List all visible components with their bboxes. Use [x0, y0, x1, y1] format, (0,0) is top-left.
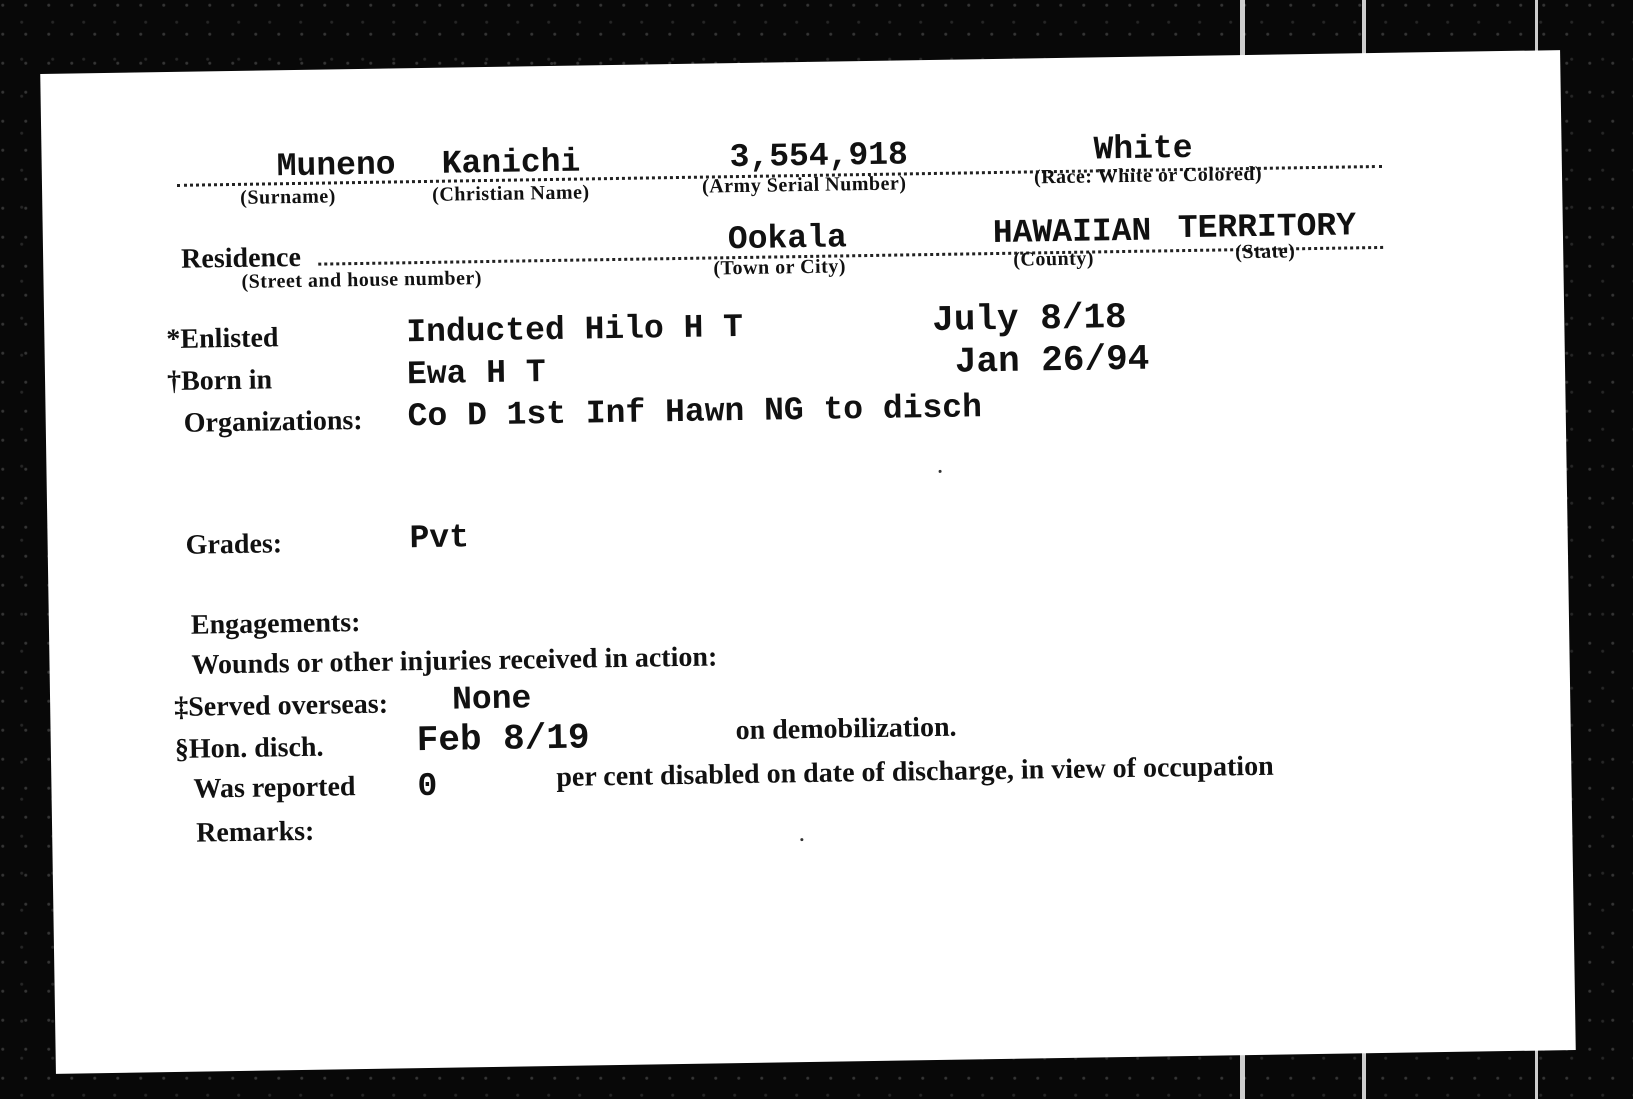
remarks-label: Remarks:: [195, 815, 315, 849]
reported-suffix: per cent disabled on date of discharge, in view of occupation: [556, 750, 1274, 793]
enlisted-date: July 8/18: [931, 296, 1127, 342]
organizations-value: Co D 1st Inf Hawn NG to disch: [407, 389, 983, 436]
organizations-label: Organizations:: [183, 404, 363, 439]
scan-speck: [800, 838, 803, 841]
service-record-card: [40, 50, 1576, 1074]
surname-caption: (Surname): [240, 185, 336, 209]
town-caption: (Town or City): [713, 255, 847, 280]
reported-label: Was reported: [193, 771, 356, 805]
christian-name-value: Kanichi: [441, 143, 581, 183]
serial-number-value: 3,554,918: [729, 136, 909, 177]
state-caption: (State): [1235, 240, 1296, 264]
christian-name-caption: (Christian Name): [432, 181, 590, 206]
town-value: Ookala: [727, 219, 848, 259]
state-value: TERRITORY: [1177, 207, 1357, 248]
county-value: HAWAIIAN: [992, 212, 1152, 253]
overseas-value: None: [451, 680, 532, 719]
grades-value: Pvt: [409, 519, 470, 558]
residence-label: Residence: [180, 241, 302, 275]
race-value: White: [1093, 129, 1193, 169]
born-label: †Born in: [166, 364, 273, 398]
wounds-label: Wounds or other injuries received in action:: [191, 641, 718, 681]
discharge-label: §Hon. disch.: [174, 731, 324, 765]
overseas-label: ‡Served overseas:: [173, 688, 389, 723]
enlisted-label: *Enlisted: [166, 322, 279, 356]
serial-number-caption: (Army Serial Number): [701, 172, 907, 198]
discharge-suffix: on demobilization.: [735, 711, 957, 747]
scan-speck: [550, 62, 553, 65]
born-value: Ewa H T: [406, 354, 546, 394]
enlisted-value: Inducted Hilo H T: [406, 308, 744, 352]
grades-label: Grades:: [185, 528, 283, 561]
county-caption: (County): [1013, 247, 1095, 271]
scan-speck: [939, 470, 942, 473]
reported-value: 0: [417, 767, 438, 806]
surname-value: Muneno: [276, 146, 396, 186]
engagements-label: Engagements:: [190, 607, 361, 641]
residence-line: [318, 246, 1383, 266]
street-caption: (Street and house number): [241, 267, 483, 293]
discharge-date: Feb 8/19: [416, 717, 590, 762]
born-date: Jan 26/94: [954, 338, 1150, 383]
race-caption: (Race: White or Colored): [1033, 162, 1263, 189]
